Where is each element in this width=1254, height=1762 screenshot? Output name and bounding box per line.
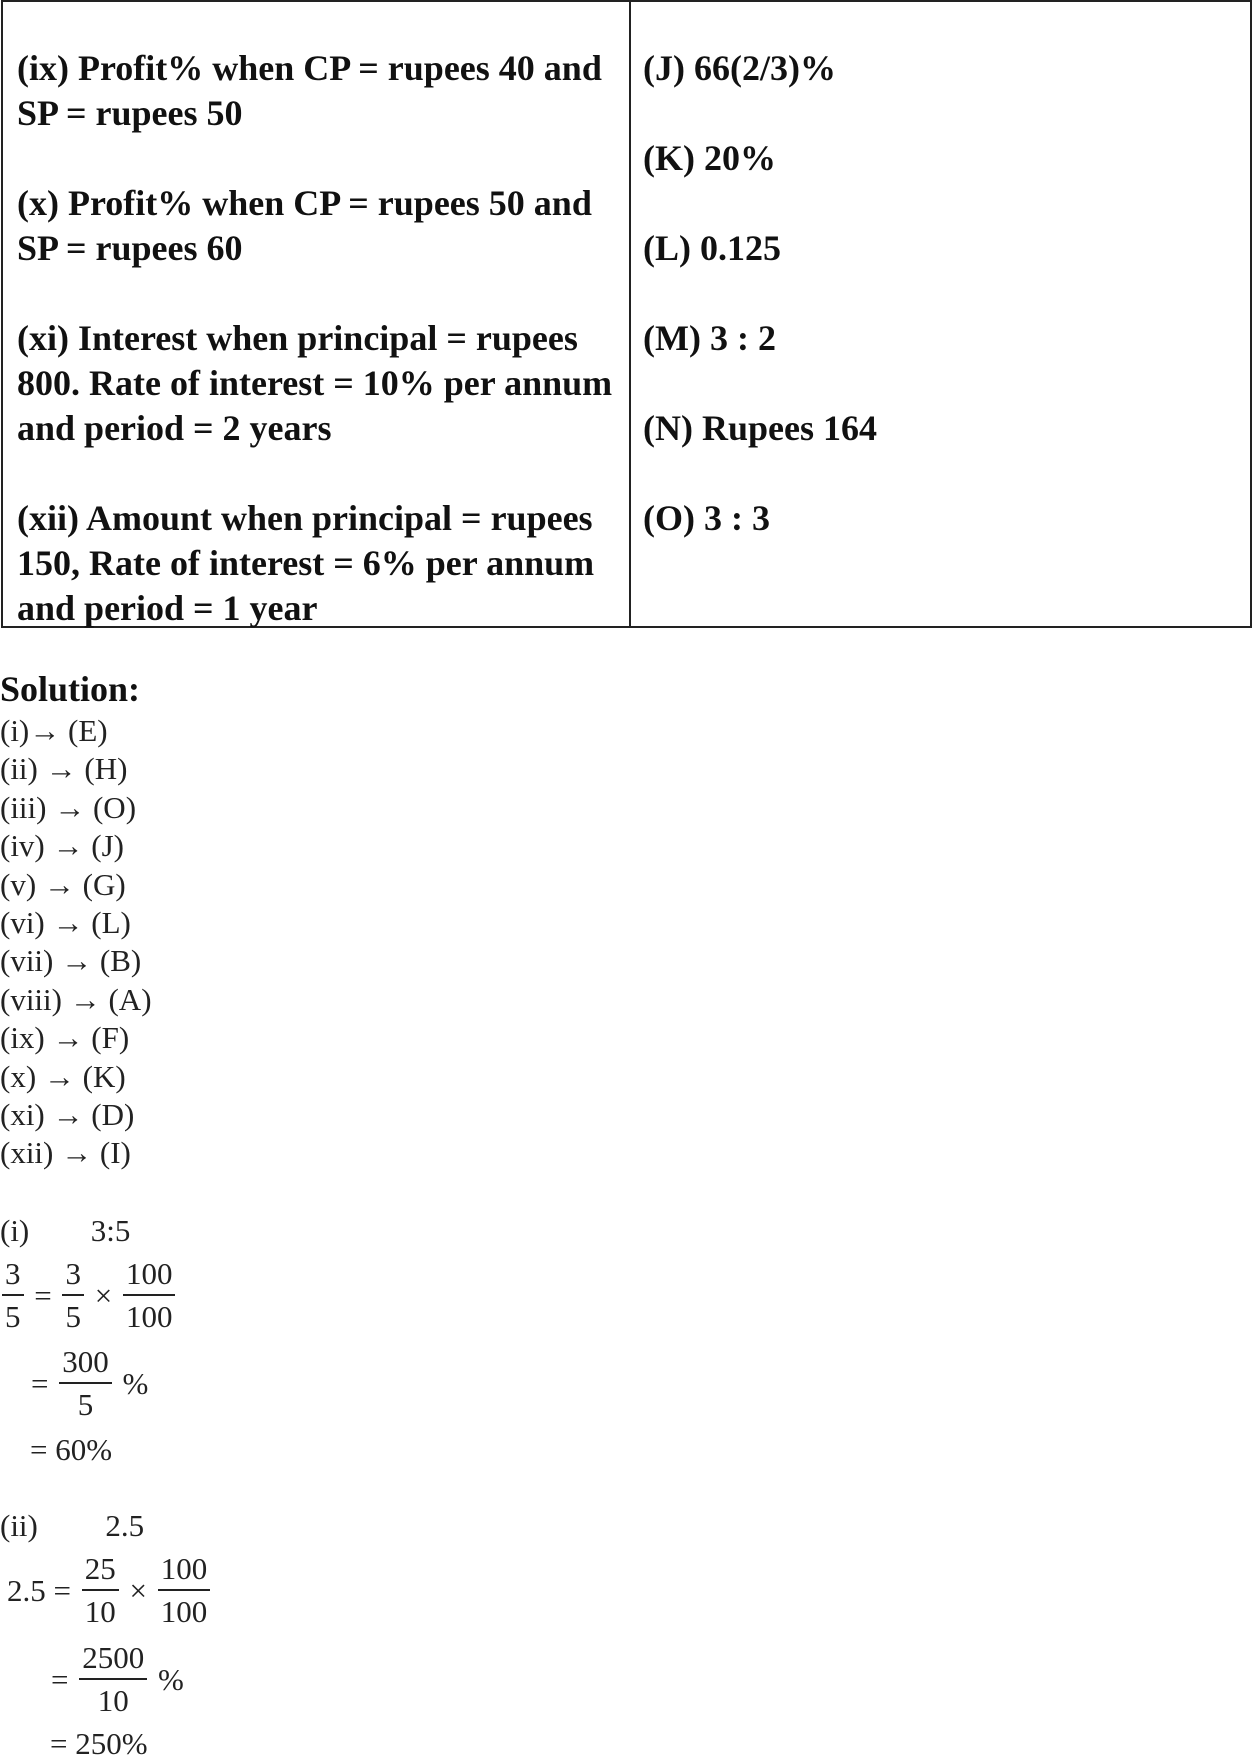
answer-column [643, 46, 1223, 586]
work-i-ratio: 3:5 [90, 1213, 131, 1248]
answer-item: (K) 20% [643, 138, 776, 178]
fraction: $\frac{3}{5}$ [2, 1254, 24, 1338]
work-i-result: = 60% [30, 1432, 113, 1467]
question-item: (ix) Profit% when CP = rupees 40 and SP = rupees 50 [17, 48, 602, 133]
question-item: (xii) Amount when principal = rupees 150, Rate of interest = 6% per annum and period = 1 year [17, 498, 595, 628]
match-item: (viii) → (A) [0, 981, 152, 1017]
equals-sign: = [31, 1366, 49, 1401]
fraction: $\frac{100}{100}$ [158, 1549, 211, 1633]
work-i-label: (i) [0, 1213, 30, 1248]
fraction: $\frac{300}{5}$ [59, 1342, 112, 1426]
match-item: (iii) → (O) [0, 789, 137, 825]
answer-item: (N) Rupees 164 [643, 408, 877, 448]
match-item: (ii) → (H) [0, 751, 128, 787]
equals-sign: = [34, 1278, 52, 1313]
work-ii-result: = 250% [50, 1726, 148, 1761]
question-column [17, 46, 617, 676]
fraction: $\frac{25}{10}$ [82, 1549, 119, 1633]
equals-sign: = [51, 1662, 69, 1697]
times-sign: × [94, 1278, 113, 1313]
solution-title: Solution: [0, 669, 141, 709]
answer-item: (M) 3 : 2 [643, 318, 776, 358]
solution-match-list [0, 712, 152, 1173]
match-item: (x) → (K) [0, 1058, 126, 1094]
match-item: (xii) → (I) [0, 1135, 131, 1171]
percent-sign: % [122, 1366, 149, 1401]
fraction: $\frac{2500}{10}$ [79, 1638, 147, 1722]
work-ii-label: (ii) [0, 1508, 38, 1543]
matching-table [1, 0, 1252, 628]
match-item: (iv) → (J) [0, 828, 124, 864]
answer-item: (O) 3 : 3 [643, 498, 770, 538]
fraction: $\frac{100}{100}$ [123, 1254, 176, 1338]
match-item: (ix) → (F) [0, 1020, 130, 1056]
match-item: (v) → (G) [0, 866, 126, 902]
lhs-value: 2.5 = [7, 1573, 71, 1608]
match-item: (i)→ (E) [0, 713, 108, 748]
column-divider [629, 2, 631, 628]
question-item: (x) Profit% when CP = rupees 50 and SP = rupees 60 [17, 183, 592, 268]
percent-sign: % [157, 1662, 184, 1697]
answer-item: (L) 0.125 [643, 228, 781, 268]
question-item: (xi) Interest when principal = rupees 800. Rate of interest = 10% per annum and period = 2 years [17, 318, 613, 448]
match-item: (vi) → (L) [0, 905, 131, 941]
match-item: (xi) → (D) [0, 1097, 135, 1133]
answer-item: (J) 66(2/3)% [643, 48, 836, 88]
times-sign: × [129, 1573, 147, 1608]
fraction: $\frac{3}{5}$ [62, 1254, 84, 1338]
match-item: (vii) → (B) [0, 943, 142, 979]
work-ii-value: 2.5 [105, 1508, 145, 1543]
